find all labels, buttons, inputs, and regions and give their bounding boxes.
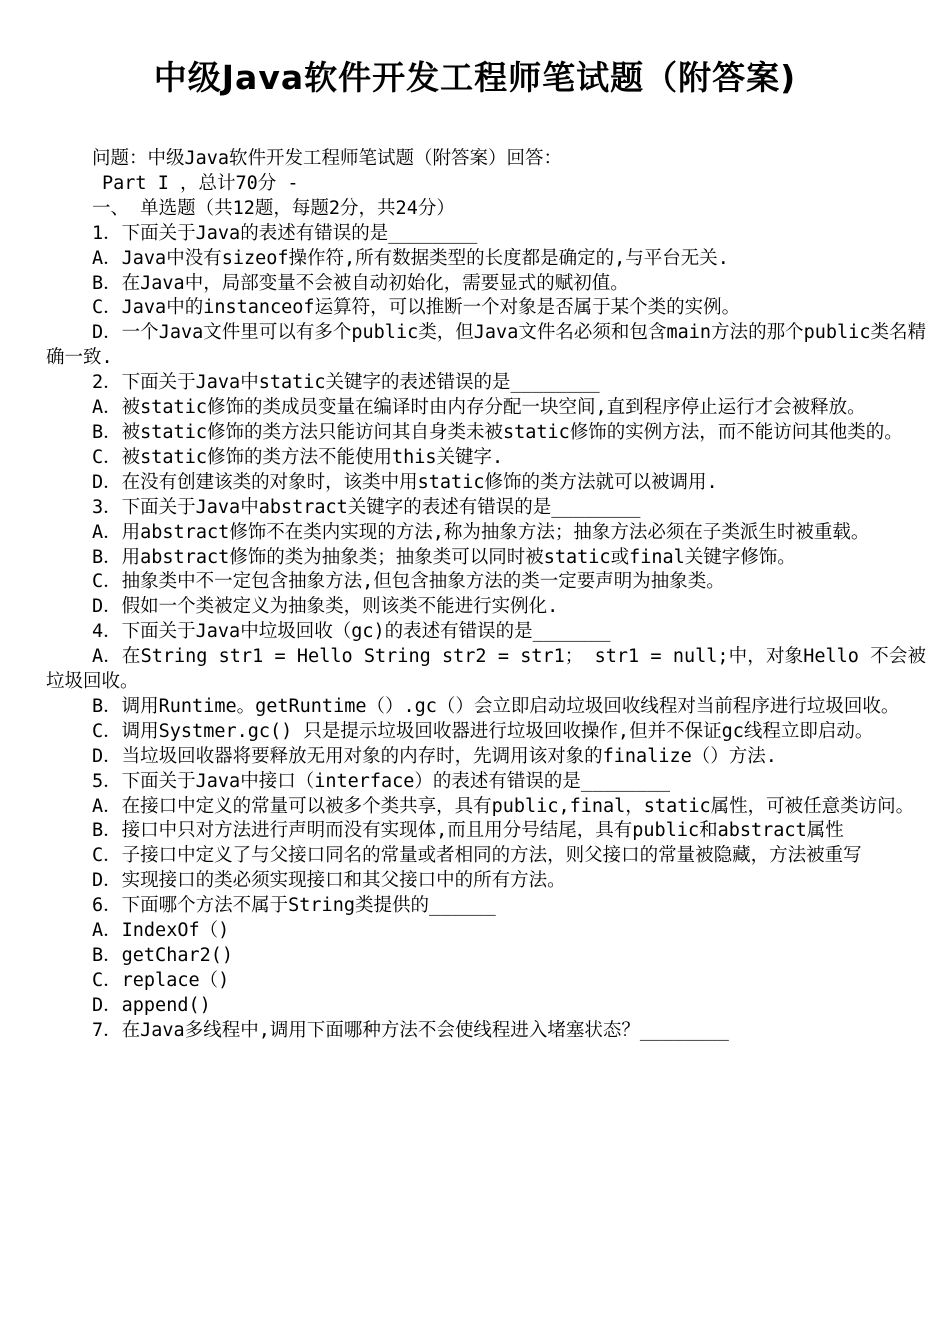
document-title: 中级Java软件开发工程师笔试题（附答案) (153, 58, 797, 97)
question-2: 2．下面关于Java中static关键字的表述错误的是________ (92, 372, 600, 394)
q6-option-b: B．getChar2() (92, 945, 234, 966)
q5-option-b: B．接口中只对方法进行声明而没有实现体,而且用分号结尾，具有public和abstract属性 (92, 820, 844, 842)
q4-option-c: C．调用Systmer.gc() 只是提示垃圾回收器进行垃圾回收操作,但并不保证gc线程立即启动。 (92, 720, 874, 742)
question-4: 4．下面关于Java中垃圾回收（gc)的表述有错误的是_______ (92, 621, 611, 643)
question-7: 7．在Java多线程中,调用下面哪种方法不会使线程进入堵塞状态？________ (92, 1019, 729, 1041)
q2-option-b: B．被static修饰的类方法只能访问其自身类未被static修饰的实例方法，而不能访问其他类的。 (92, 421, 903, 443)
part-heading: Part I ，总计70分 - (102, 172, 299, 194)
q1-option-b: B．在Java中，局部变量不会被自动初始化，需要显式的赋初值。 (92, 272, 629, 294)
q4-option-a: A．在String str1 = Hello String str2 = str1； str1 = null;中，对象Hello 不会被垃圾回收。 (46, 646, 926, 693)
question-5: 5．下面关于Java中接口（interface）的表述有错误的是________ (92, 770, 671, 792)
q1-option-a: A．Java中没有sizeof操作符,所有数据类型的长度都是确定的,与平台无关. (92, 247, 729, 269)
document-body (46, 147, 926, 1044)
q6-option-c: C．replace（) (92, 969, 230, 991)
q6-option-d: D．append() (92, 994, 211, 1016)
q1-option-d: D．一个Java文件里可以有多个public类，但Java文件名必须和包含main方法的那个public类名精确一致. (46, 322, 926, 369)
question-1: 1．下面关于Java的表述有错误的是________ (92, 222, 478, 244)
section-heading: 一、 单选题（共12题，每题2分，共24分） (92, 197, 455, 219)
q2-option-a: A．被static修饰的类成员变量在编译时由内存分配一块空间,直到程序停止运行才会被释放。 (92, 397, 866, 419)
q3-option-c: C．抽象类中不一定包含抽象方法,但包含抽象方法的类一定要声明为抽象类。 (92, 571, 725, 593)
q6-option-a: A．IndexOf（) (92, 920, 230, 942)
q2-option-d: D．在没有创建该类的对象时，该类中用static修饰的类方法就可以被调用. (92, 471, 718, 493)
q5-option-d: D．实现接口的类必须实现接口和其父接口中的所有方法。 (92, 870, 566, 892)
q3-option-d: D．假如一个类被定义为抽象类，则该类不能进行实例化. (92, 596, 559, 618)
question-3: 3．下面关于Java中abstract关键字的表述有错误的是________ (92, 496, 641, 518)
q3-option-b: B．用abstract修饰的类为抽象类；抽象类可以同时被static或final关键字修饰。 (92, 546, 796, 568)
q4-option-b: B．调用Runtime。getRuntime（）.gc（）会立即启动垃圾回收线程对当前程序进行垃圾回收。 (92, 695, 900, 717)
question-intro-line: 问题：中级Java软件开发工程师笔试题（附答案）回答： (92, 148, 563, 169)
question-6: 6．下面哪个方法不属于String类提供的______ (92, 895, 496, 917)
q3-option-a: A．用abstract修饰不在类内实现的方法,称为抽象方法；抽象方法必须在子类派生时被重载。 (92, 521, 870, 543)
q1-option-c: C．Java中的instanceof运算符，可以推断一个对象是否属于某个类的实例。 (92, 297, 741, 319)
q2-option-c: C．被static修饰的类方法不能使用this关键字. (92, 446, 504, 468)
q4-option-d: D．当垃圾回收器将要释放无用对象的内存时，先调用该对象的finalize（）方法. (92, 745, 777, 767)
q5-option-a: A．在接口中定义的常量可以被多个类共享，具有public,final，static属性，可被任意类访问。 (92, 795, 915, 817)
q5-option-c: C．子接口中定义了与父接口同名的常量或者相同的方法，则父接口的常量被隐藏，方法被重写 (92, 845, 862, 867)
